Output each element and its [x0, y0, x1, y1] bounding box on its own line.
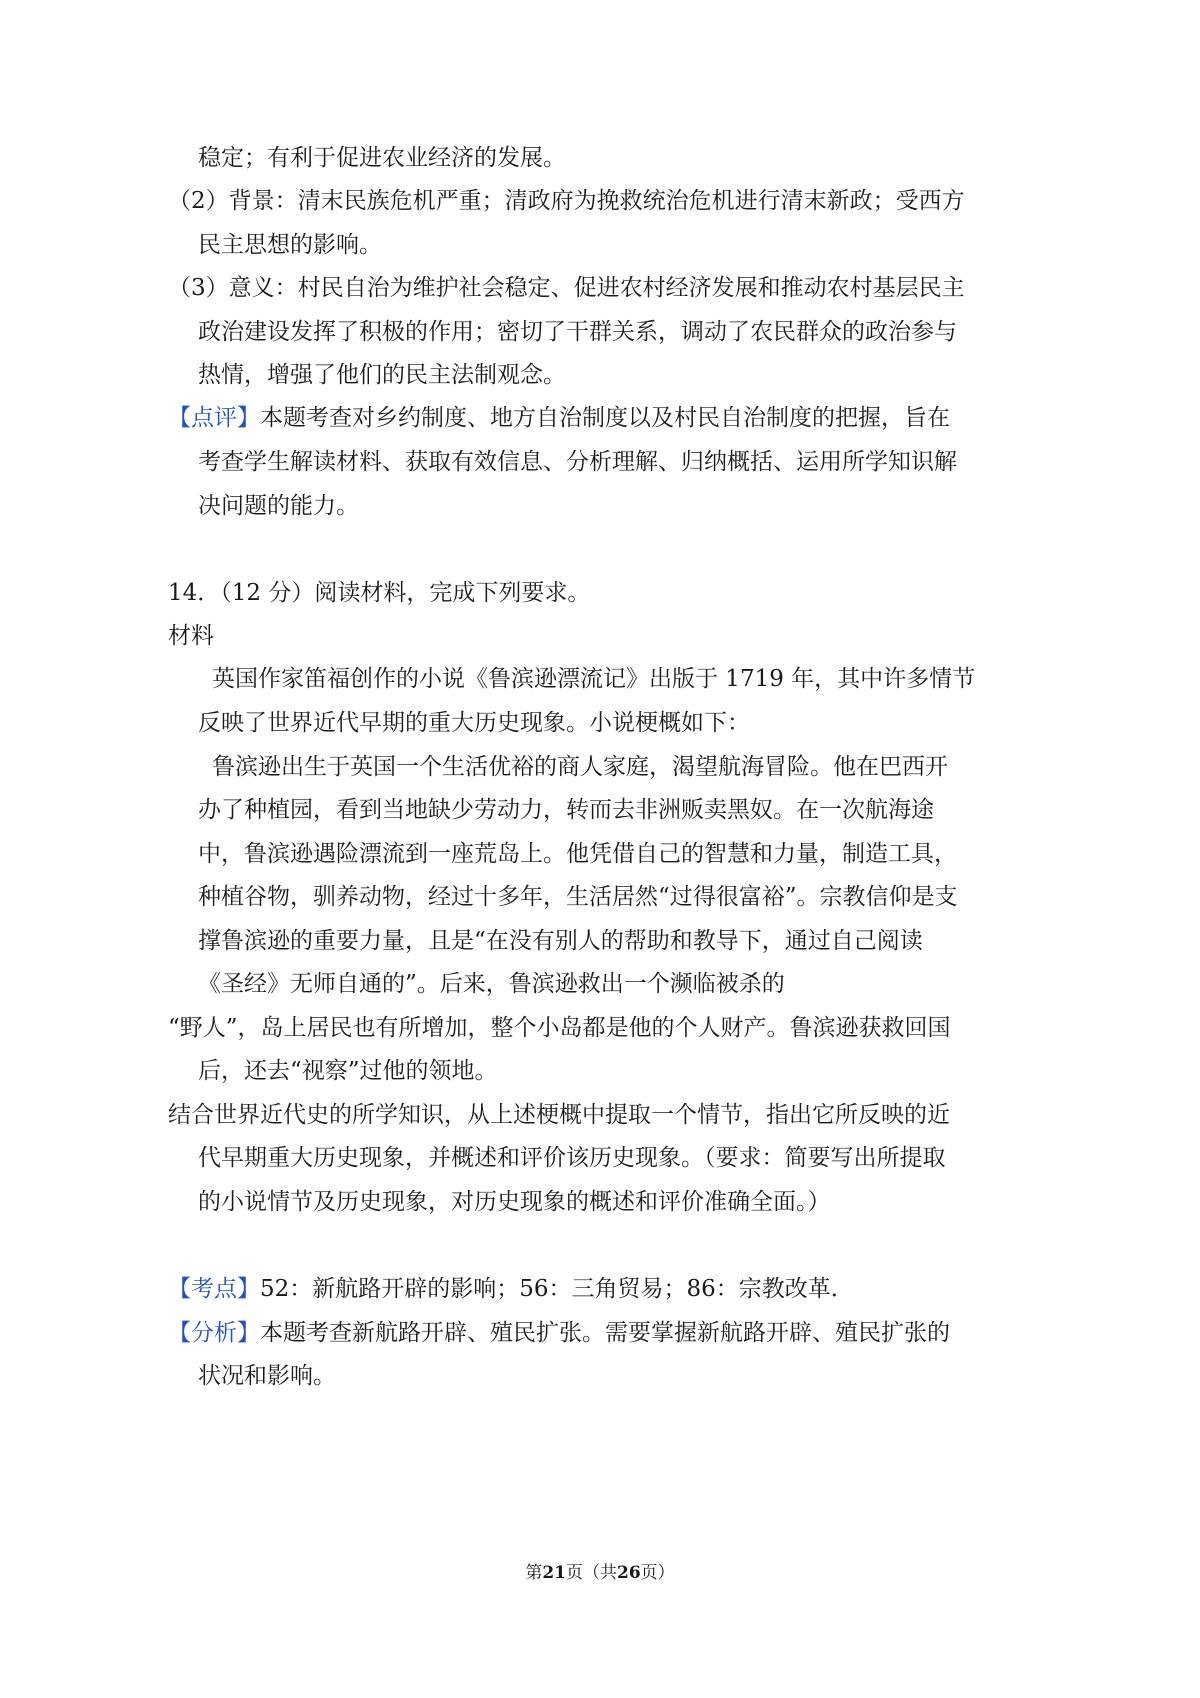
fenxi-text: 本题考查新航路开辟、殖民扩张。需要掌握新航路开辟、殖民扩张的	[260, 1320, 950, 1346]
synopsis-paragraph-cont: 《圣经》无师自通的”。后来，鲁滨逊救出一个濒临被杀的	[198, 971, 785, 997]
synopsis-paragraph-cont: 种植谷物，驯养动物，经过十多年，生活居然“过得很富裕”。宗教信仰是支	[198, 884, 958, 910]
answer-item-3-cont: 热情，增强了他们的民主法制观念。	[198, 362, 566, 388]
question-header: 14．（12 分）阅读材料，完成下列要求。	[168, 580, 591, 606]
comment-paragraph	[168, 403, 950, 433]
synopsis-paragraph-cont: 后，还去“视察”过他的领地。	[198, 1058, 498, 1084]
kaodian-paragraph	[168, 1274, 854, 1304]
requirement-paragraph: 结合世界近代史的所学知识，从上述梗概中提取一个情节，指出它所反映的近	[168, 1102, 950, 1128]
fenxi-text-cont: 状况和影响。	[198, 1363, 336, 1389]
answer-text-line: 稳定；有利于促进农业经济的发展。	[198, 145, 566, 171]
comment-text-cont: 决问题的能力。	[198, 493, 359, 519]
page-footer	[0, 1561, 1200, 1585]
material-label: 材料	[168, 623, 214, 649]
footer-suffix: 页）	[640, 1563, 675, 1583]
comment-text: 本题考查对乡约制度、地方自治制度以及村民自治制度的把握，旨在	[260, 405, 950, 431]
answer-item-3-cont: 政治建设发挥了积极的作用；密切了干群关系，调动了农民群众的政治参与	[198, 319, 957, 345]
synopsis-paragraph-cont: 中，鲁滨逊遇险漂流到一座荒岛上。他凭借自己的智慧和力量，制造工具，	[198, 841, 957, 867]
synopsis-paragraph-cont: 撑鲁滨逊的重要力量，且是“在没有别人的帮助和教导下，通过自己阅读	[198, 928, 923, 954]
kaodian-text: 52：新航路开辟的影响；56：三角贸易；86：宗教改革．	[260, 1276, 854, 1302]
footer-page-number: 21	[542, 1563, 566, 1583]
synopsis-paragraph-cont: 办了种植园，看到当地缺少劳动力，转而去非洲贩卖黑奴。在一次航海途	[198, 797, 934, 823]
footer-prefix: 第	[525, 1563, 543, 1583]
fenxi-paragraph	[168, 1318, 950, 1348]
footer-mid: 页（共	[566, 1563, 617, 1583]
material-paragraph-cont: 反映了世界近代早期的重大历史现象。小说梗概如下：	[198, 710, 750, 736]
material-paragraph: 英国作家笛福创作的小说《鲁滨逊漂流记》出版于 1719 年，其中许多情节	[212, 666, 976, 692]
answer-item-2: （2）背景：清末民族危机严重；清政府为挽救统治危机进行清末新政；受西方	[168, 188, 965, 214]
requirement-paragraph-cont: 代早期重大历史现象，并概述和评价该历史现象。（要求：简要写出所提取	[198, 1145, 946, 1171]
answer-item-3: （3）意义：村民自治为维护社会稳定、促进农村经济发展和推动农村基层民主	[168, 275, 965, 301]
footer-total-pages: 26	[617, 1563, 641, 1583]
kaodian-tag: 【考点】	[168, 1276, 260, 1302]
requirement-paragraph-cont: 的小说情节及历史现象，对历史现象的概述和评价准确全面。）	[198, 1189, 831, 1215]
synopsis-paragraph: 鲁滨逊出生于英国一个生活优裕的商人家庭，渴望航海冒险。他在巴西开	[212, 754, 948, 780]
comment-text-cont: 考查学生解读材料、获取有效信息、分析理解、归纳概括、运用所学知识解	[198, 449, 957, 475]
synopsis-paragraph-cont: “野人”，岛上居民也有所增加，整个小岛都是他的个人财产。鲁滨逊获救回国	[168, 1015, 951, 1041]
answer-item-2-cont: 民主思想的影响。	[198, 232, 382, 258]
fenxi-tag: 【分析】	[168, 1320, 260, 1346]
comment-tag: 【点评】	[168, 405, 260, 431]
